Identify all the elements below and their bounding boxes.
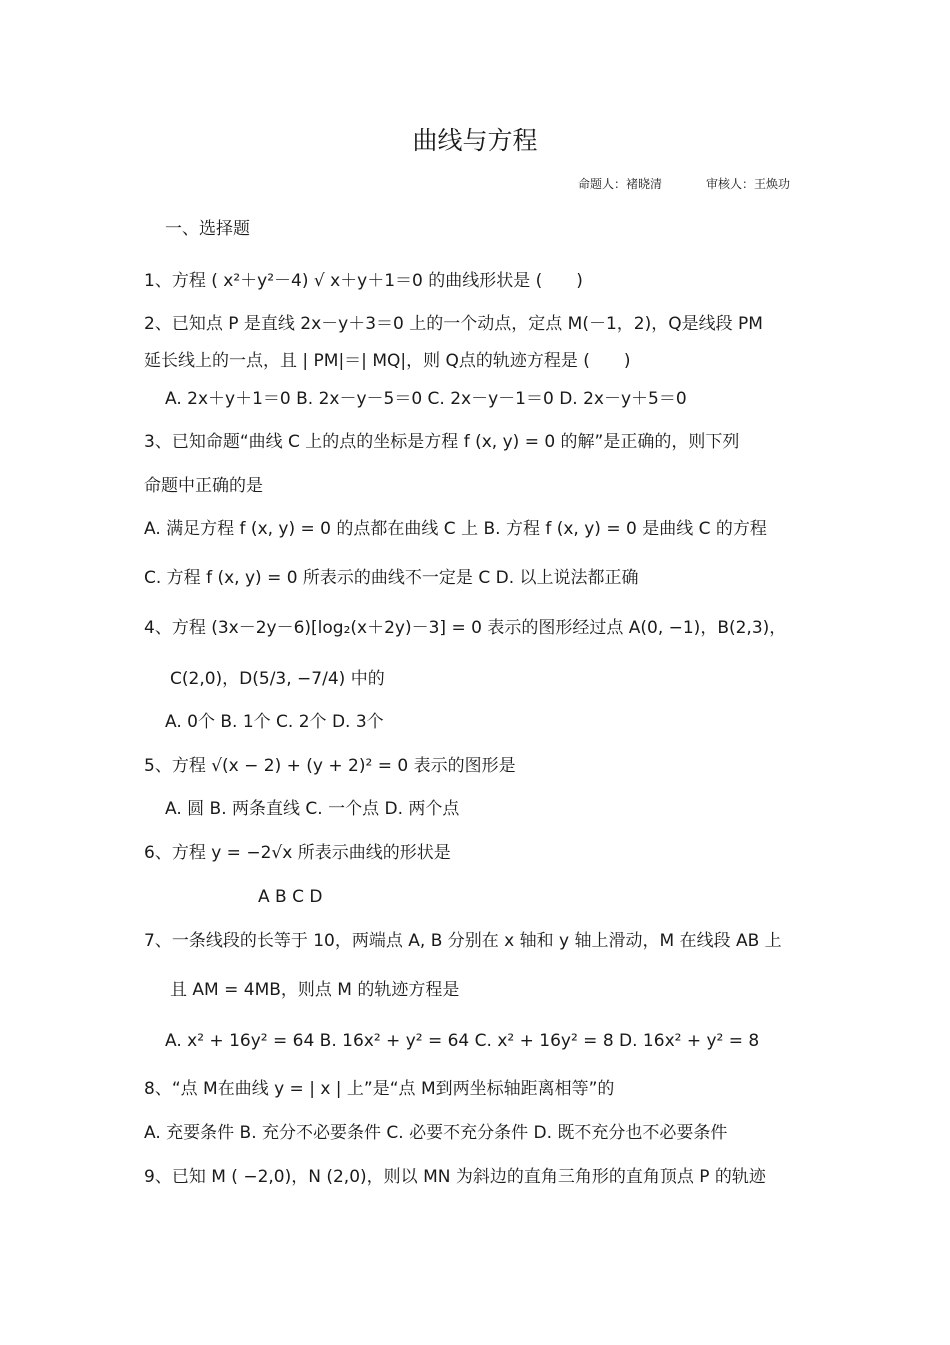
- question-line: 8、“点 M在曲线 y = | x | 上”是“点 M到两坐标轴距离相等”的: [144, 1079, 615, 1099]
- question-line: 9、已知 M ( −2,0)，N (2,0)，则以 MN 为斜边的直角三角形的直角顶点 P 的轨迹: [144, 1167, 766, 1187]
- question-line: 2、已知点 P 是直线 2x－y＋3＝0 上的一个动点，定点 M(－1，2)，Q是线段 PM: [144, 314, 763, 334]
- answer-options: A. 满足方程 f (x, y) = 0 的点都在曲线 C 上 B. 方程 f (x, y) = 0 是曲线 C 的方程: [144, 519, 767, 539]
- question-line: 且 AM = 4MB，则点 M 的轨迹方程是: [170, 980, 460, 1000]
- question-line: 5、方程 √(x − 2) + (y + 2)² = 0 表示的图形是: [144, 756, 516, 776]
- page-title: 曲线与方程: [412, 126, 538, 155]
- answer-options: A. 圆 B. 两条直线 C. 一个点 D. 两个点: [165, 799, 460, 819]
- question-line: 命题中正确的是: [144, 476, 263, 496]
- answer-options: A B C D: [258, 887, 323, 907]
- answer-options: A. 2x＋y＋1＝0 B. 2x－y－5＝0 C. 2x－y－1＝0 D. 2x－y＋5＝0: [165, 389, 687, 409]
- section-heading: 一、选择题: [165, 219, 250, 239]
- answer-options: A. 充要条件 B. 充分不必要条件 C. 必要不充分条件 D. 既不充分也不必要条件: [144, 1123, 728, 1143]
- question-line: 1、方程 ( x²＋y²－4) √ x＋y＋1＝0 的曲线形状是 ( ): [144, 271, 583, 291]
- question-line: C(2,0)，D(5/3, −7/4) 中的: [170, 669, 385, 689]
- reviewer-label: 审核人：王焕功: [706, 177, 791, 191]
- author-label: 命题人：褚晓清: [578, 177, 663, 191]
- answer-options: A. 0个 B. 1个 C. 2个 D. 3个: [165, 712, 384, 732]
- question-line: 4、方程 (3x－2y－6)[log₂(x＋2y)－3] = 0 表示的图形经过点 A(0, −1)，B(2,3)，: [144, 618, 787, 638]
- answer-options: C. 方程 f (x, y) = 0 所表示的曲线不一定是 C D. 以上说法都正确: [144, 568, 639, 588]
- answer-options: A. x² + 16y² = 64 B. 16x² + y² = 64 C. x² + 16y² = 8 D. 16x² + y² = 8: [165, 1031, 760, 1051]
- question-line: 7、一条线段的长等于 10，两端点 A, B 分别在 x 轴和 y 轴上滑动，M 在线段 AB 上: [144, 931, 782, 951]
- question-line: 6、方程 y = −2√x 所表示曲线的形状是: [144, 843, 451, 863]
- question-line: 3、已知命题“曲线 C 上的点的坐标是方程 f (x, y) = 0 的解”是正确的，则下列: [144, 432, 740, 452]
- question-line: 延长线上的一点，且 | PM|＝| MQ|，则 Q点的轨迹方程是 ( ): [144, 351, 631, 371]
